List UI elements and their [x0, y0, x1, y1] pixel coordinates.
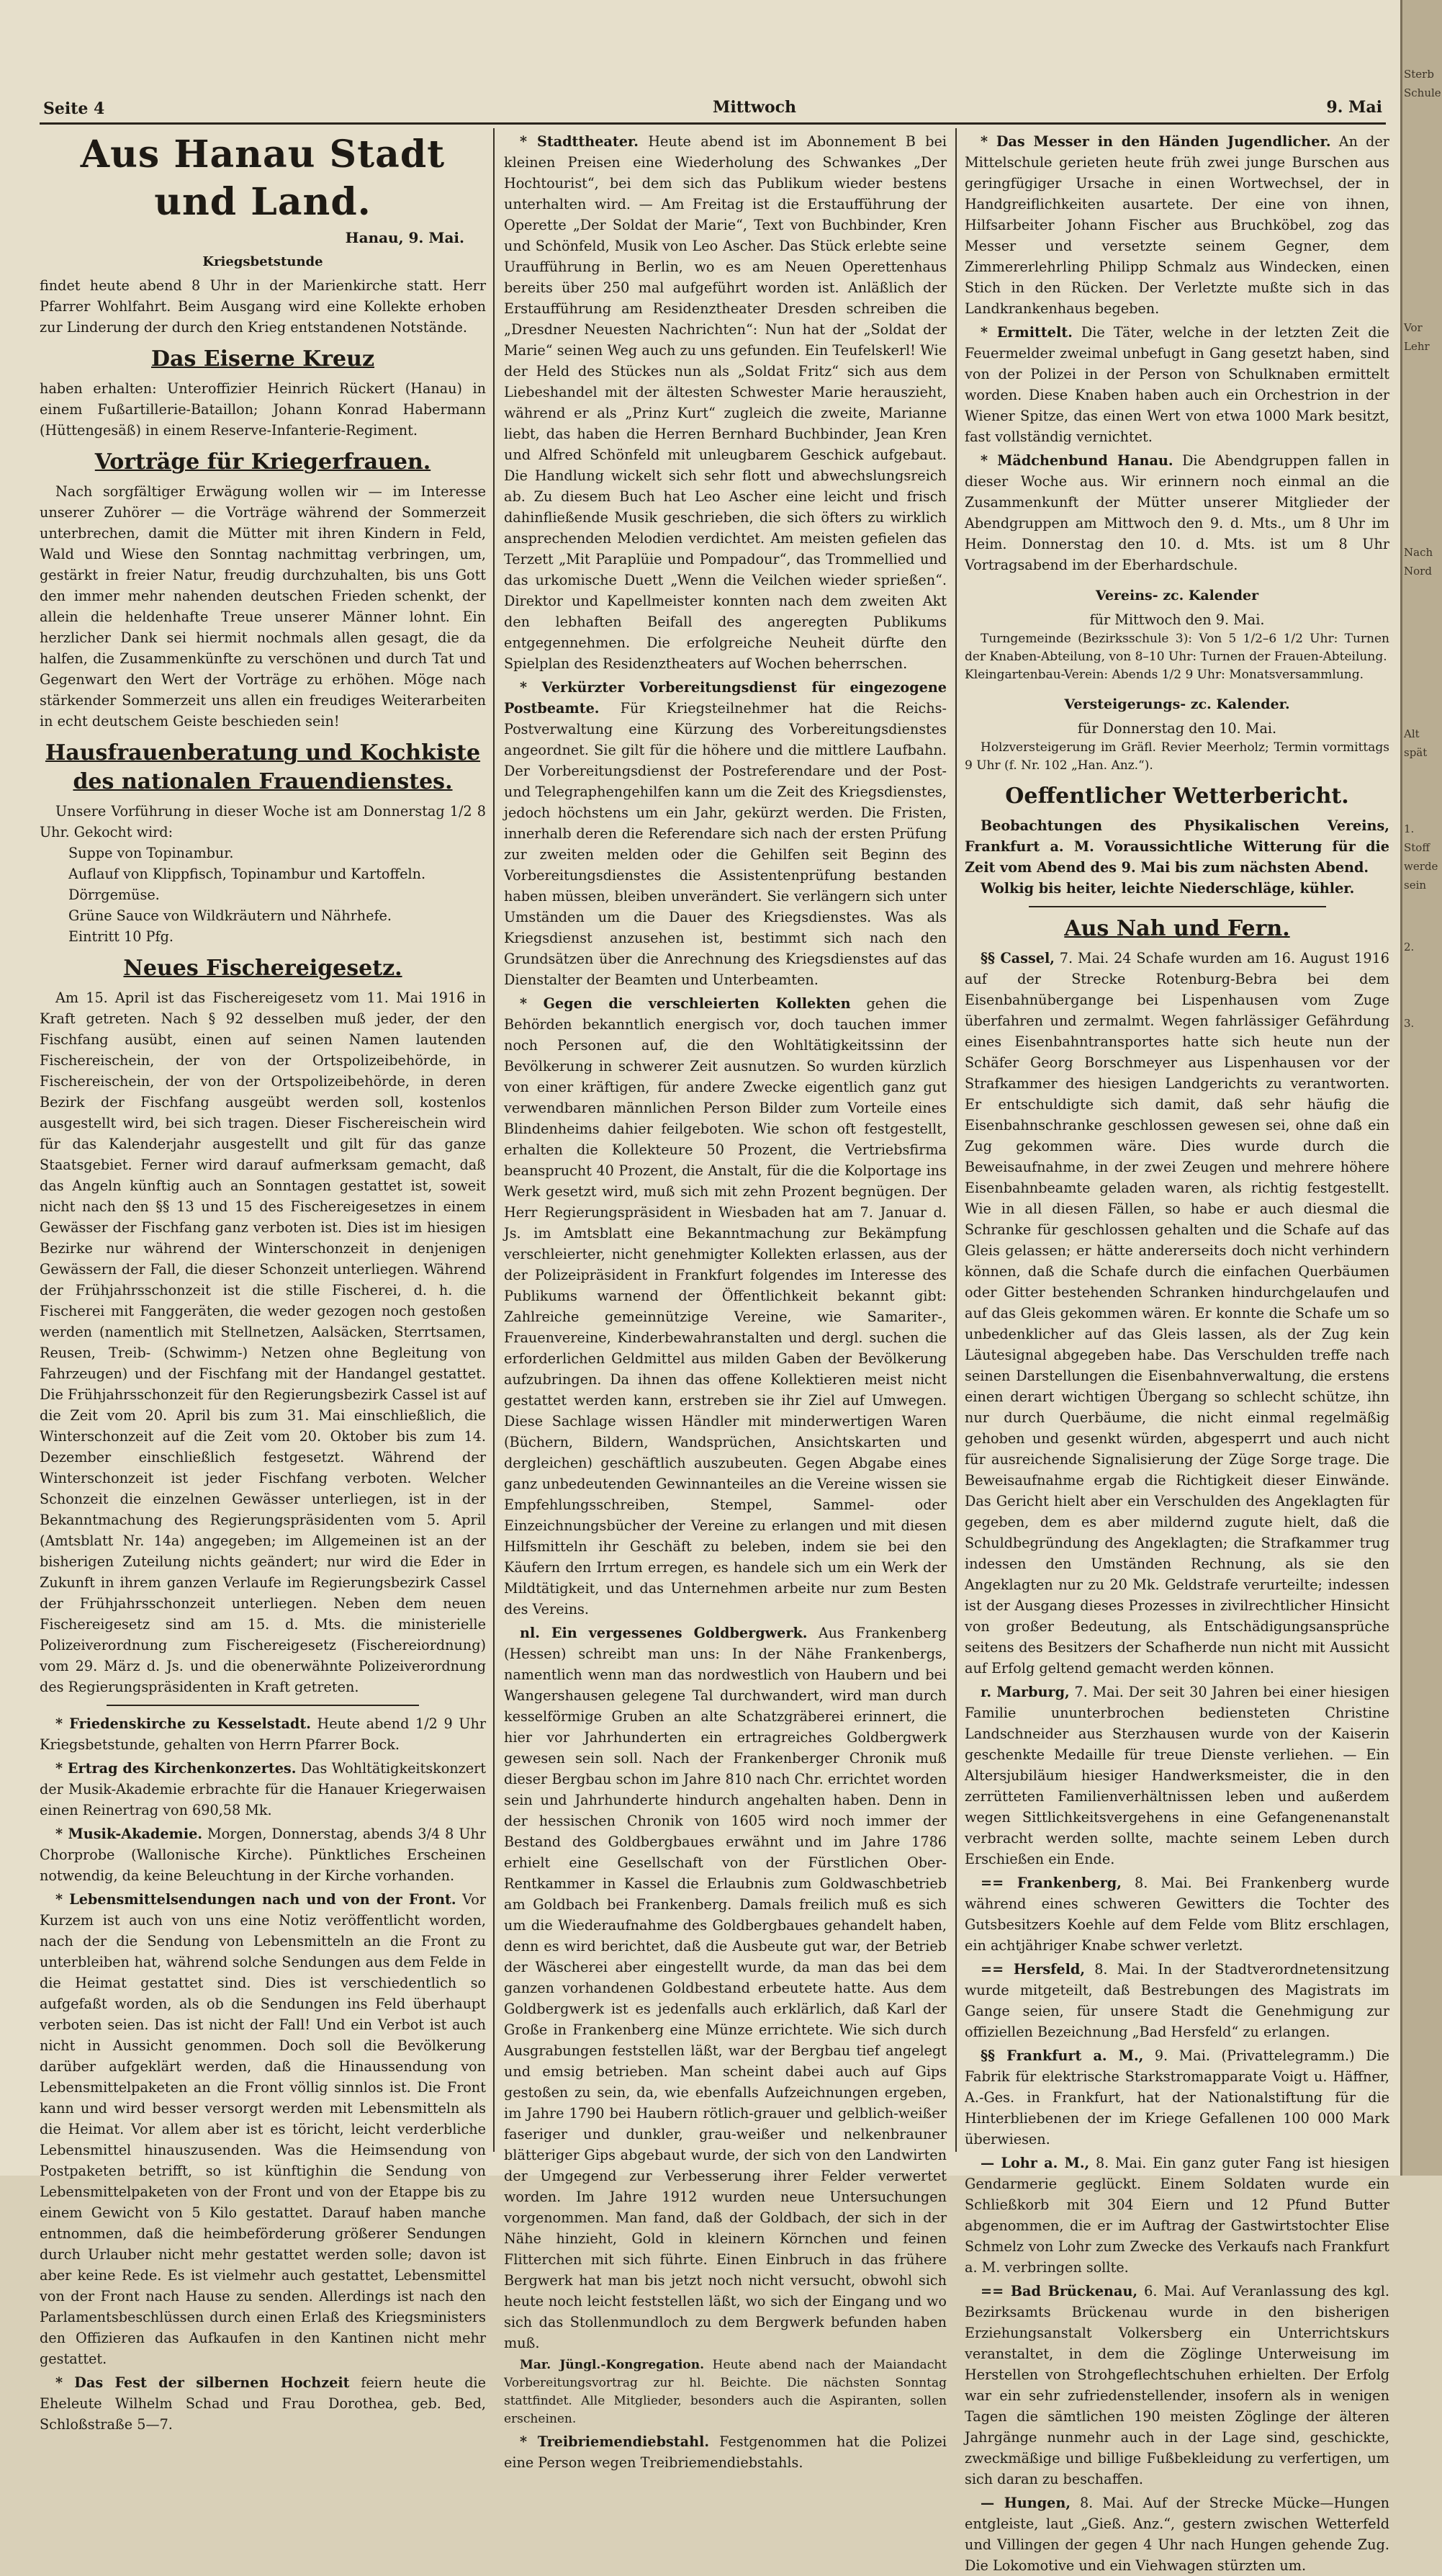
- edge-fragment: Schule: [1404, 86, 1441, 99]
- news-item: [965, 2492, 1389, 2576]
- news-item-lead: == Bad Brückenau,: [981, 2283, 1138, 2299]
- news-item-lead: — Lohr a. M.,: [981, 2155, 1090, 2171]
- news-item-text: 8. Mai. Auf der Strecke Mücke—Hungen entgleiste, laut „Gieß. Anz.“, gestern zwischen Wetterfeld und Villingen der gegen 4 Uhr nach Hungen gehende Zug. Die Lokomotive und ein Viehwagen stürzten um.: [965, 2495, 1389, 2574]
- header-rule: [40, 122, 1386, 125]
- wetterbericht-heading: Oeffentlicher Wetterbericht.: [1005, 784, 1349, 809]
- news-item-lead: * Friedenskirche zu Kesselstadt.: [55, 1715, 311, 1732]
- versteigerungs-kalender-sub: für Donnerstag den 10. Mai.: [1077, 720, 1277, 737]
- news-item: [40, 1758, 486, 1821]
- column-3: [965, 128, 1390, 2574]
- news-item-text: 8. Mai. In der Stadtverordnetensitzung wurde mitgeteilt, daß Bestrebungen des Magistrats im Gange seien, für unsere Stadt die Genehmigung zur offiziellen Bezeichnung „Bad Hersfeld“ zu erlangen.: [965, 1961, 1389, 2040]
- issue-date: 9. Mai: [1326, 98, 1382, 117]
- edge-fragment: werde: [1404, 860, 1438, 873]
- news-item: [504, 131, 947, 674]
- eisernes-kreuz-heading: Das Eiserne Kreuz: [151, 346, 374, 372]
- news-item: [965, 322, 1389, 447]
- news-item-lead: §§ Frankfurt a. M.,: [981, 2047, 1144, 2064]
- news-item: [504, 677, 947, 990]
- news-item-text: feiern heute die Eheleute Wilhelm Schad und Frau Dorothea, geb. Bed, Schloßstraße 5—7.: [40, 2374, 486, 2433]
- news-item-text: 8. Mai. Ein ganz guter Fang ist hiesigen Gendarmerie geglückt. Einem Soldaten wurde ein Schließkorb mit 304 Eiern und 12 Pfund Butter abgenommen, die er im Auftrag der Gastwirtstochter Elise Schmelz von Lohr zum Zwecke des Verkaufs nach Frankfurt a. M. verbringen sollte.: [965, 2155, 1389, 2276]
- news-item-text: Aus Frankenberg (Hessen) schreibt man uns: In der Nähe Frankenbergs, namentlich wenn man das nordwestlich von Haubern und bei Wangershausen gelegene Tal durchwandert, wird man durch kesselförmige Gruben an alte Schatzgräberei erinnert, die hier vor Jahrhunderten ein ertragreiches Goldbergwerk gewesen sein soll. Nach der Frankenberger Chronik muß dieser Bergbau schon im Jahre 810 nach Chr. errichtet worden sein und Jahrhunderte hindurch angehalten haben. Denn in der hessischen Chronik von 1605 wird noch immer der Bestand des Goldbergbaues erwähnt und im Jahre 1786 erhielt eine Gesellschaft von der Fürstlichen Ober-Rentkammer in Kassel die Erlaubnis zum Goldwaschbetrieb am Goldbach bei Frankenberg. Damals freilich muß es sich um die Wiederaufnahme des Goldbergbaues gehandelt haben, denn es wird berichtet, daß die Ausbeute gut war, der Betrieb der Wäscherei aber eingestellt wurde, da man das bei dem ganzen vorhandenen Goldbestand erbeutete hatte. Aus dem Goldbergwerk ist es jedenfalls auch erklärlich, daß Karl der Große in Frankenberg eine Münze errichtete. Wie sich durch Ausgrabungen feststellen läßt, war der Bergbau tief angelegt und emsig betrieben. Man scheint dabei auch auf Gips gestoßen zu sein, da, wie ebenfalls Aufzeichnungen ergeben, im Jahre 1790 bei Haubern rötlich-grauer und gelblich-weißer faseriger und dunkler, grau-weißer und nelkenbrauner blätteriger Gips abgebaut wurde, der sich von den Landwirten der Umgegend zur Verbesserung ihrer Felder verwertet worden. Im Jahre 1912 wurden neue Untersuchungen vorgenommen. Man fand, daß der Goldbach, der sich in der Nähe hinzieht, Gold in kleinern Körnchen und feinen Flitterchen mit sich führte. Einen Einbruch in das frühere Bergwerk hat man bis jetzt noch nicht versucht, obwohl sich heute noch leicht feststellen läßt, wo sich der Eingang und wo sich das Stollenmundloch zu dem Bergwerk befunden haben muß.: [504, 1625, 947, 2351]
- edge-fragment: Lehr: [1404, 340, 1430, 353]
- versteigerungs-kalender-text: Holzversteigerung im Gräfl. Revier Meerholz; Termin vormittags 9 Uhr (f. Nr. 102 „Han. Anz.“).: [965, 740, 1389, 773]
- news-item-text: 7. Mai. Der seit 30 Jahren bei einer hiesigen Familie ununterbrochen bediensteten Christine Landschneider aus Sterzhausen wurde von der Kaiserin geschenkte Medaille für treue Dienste verliehen. — Ein Altersjubiläum hiesiger Handwerksmeister, die in den zerrütteten Familienverhältnissen leben und außerdem wegen Sittlichkeitsvergehens in eine Gefangenenanstalt verbracht werden sollte, machte seinem Leben durch Erschießen ein Ende.: [965, 1684, 1390, 1867]
- news-item-lead: — Hungen,: [981, 2495, 1071, 2511]
- menu-item: Auflauf von Klippfisch, Topinambur und Kartoffeln.: [68, 866, 426, 882]
- news-item-lead: == Frankenberg,: [981, 1875, 1122, 1891]
- news-item: [504, 993, 947, 1620]
- news-item-lead: §§ Cassel,: [981, 950, 1055, 966]
- menu-item: Eintritt 10 Pfg.: [68, 928, 174, 945]
- news-item-lead: * Stadttheater.: [520, 133, 639, 150]
- news-item-lead: == Hersfeld,: [981, 1961, 1086, 1978]
- news-item-text: Heute abend nach der Maiandacht Vorbereitungsvortrag zur hl. Beichte. Die nächsten Sonntag stattfindet. Alle Mitglieder, besonders auch die Aspiranten, sollen erscheinen.: [504, 2358, 947, 2426]
- news-item: [40, 1823, 486, 1886]
- kriegsbetstunde-text: findet heute abend 8 Uhr in der Marienkirche statt. Herr Pfarrer Wohlfahrt. Beim Ausgang wird eine Kollekte erhoben zur Linderung der durch den Krieg entstandenen Notstände.: [40, 277, 486, 336]
- news-item: [40, 1889, 486, 2369]
- news-item: [965, 1959, 1389, 2042]
- menu-list: [40, 843, 486, 947]
- edge-fragment: Sterb: [1404, 68, 1434, 81]
- vortraege-heading: Vorträge für Kriegerfrauen.: [94, 449, 431, 475]
- section-masthead: Aus Hanau Stadt und Land.: [80, 133, 446, 224]
- edge-fragment: Nach: [1404, 546, 1433, 559]
- column-divider-1: [493, 128, 495, 2152]
- edge-fragment: 2.: [1404, 941, 1415, 953]
- news-item-text: Für Kriegsteilnehmer hat die Reichs-Postverwaltung eine Kürzung des Vorbereitungsdienstes angeordnet. Sie gilt für die höhere und die mittlere Laufbahn. Der Vorbereitungsdienst der Postreferendare und der Post- und Telegraphengehilfen kann um die Zeit des Kriegsdienstes, jedoch höchstens um ein Jahr, gekürzt werden. Die Fristen, innerhalb deren die Referendare sich nach der ersten Prüfung zur zweiten melden oder die Gehilfen seit Beginn des Vorbereitungsdienstes die Assistentenprüfung bestanden haben müssen, bleiben unverändert. Sie verlängern sich unter Umständen um die Dauer des Kriegsdienstes. Was als Kriegsdienst anzusehen ist, bestimmt sich nach den Grundsätzen über die Anrechnung des Kriegsdienstes auf das Dienstalter der Beamten und Unterbeamten.: [504, 700, 947, 988]
- news-item-text: 6. Mai. Auf Veranlassung des kgl. Bezirksamts Brückenau wurde in den bisherigen Erziehungsanstalt Volkersberg ein Unterrichtskurs veranstaltet, in dem die Zöglinge Unterweisung im Herstellen von Strohgeflechtschuhen erhielten. Der Erfolg war ein sehr zufriedenstellender, insofern als in wenigen Tagen die sämtlichen 190 meisten Zöglinge der älteren Jahrgänge nunmehr auch in der Lage sind, geschickte, zweckmäßige und billige Fußbekleidung zu verfertigen, um sich daran zu beschaffen.: [965, 2283, 1389, 2487]
- news-item: [965, 2281, 1389, 2490]
- hausfrauenberatung-intro: Unsere Vorführung in dieser Woche ist am Donnerstag 1/2 8 Uhr. Gekocht wird:: [40, 803, 486, 840]
- news-item-lead: * Ermittelt.: [981, 324, 1073, 341]
- news-item: [965, 1872, 1389, 1956]
- news-item-text: Heute abend ist im Abonnement B bei kleinen Preisen eine Wiederholung des Schwankes „Der Hochtourist“, bei dem sich das Publikum wieder bestens unterhalten wird. — Am Freitag ist die Erstaufführung der Operette „Der Soldat der Marie“, Text von Buchbinder, Kren und Schönfeld, Musik von Leo Ascher. Das Stück erlebte seine Uraufführung in Berlin, wo es am Neuen Operettenhaus bereits über 250 mal aufgeführt worden ist. Anläßlich der Erstaufführung am Residenztheater Dresden schreiben die „Dresdner Neuesten Nachrichten“: Nun hat der „Soldat der Marie“ seinen Weg auch zu uns gefunden. Ein Teufelskerl! Wie der Held des Stückes nun als „Soldat Fritz“ sich aus dem Liebeshandel mit der ältesten Schwester Marie herauszieht, während er als „Prinz Kurt“ zugleich die zweite, Marianne liebt, das haben die Herren Bernhard Buchbinder, Jean Kren und Alfred Schönfeld mit unleugbarem Geschick aufgebaut. Die Handlung wickelt sich sehr flott und abwechslungsreich ab. Zu diesem Buch hat Leo Ascher eine leicht und frisch dahinfließende Musik geschrieben, die sich öfters zu wirklich ansprechenden Melodien verdichtet. Am meisten gefielen das Terzett „Mit Paraplüie und Pompadour“, das Trommellied und das urkomische Duett „Wenn die Veilchen wieder sprießen“. Direktor und Kapellmeister konnten nach dem zweiten Akt den lebhaften Beifall des angeregten Publikums entgegennehmen. Die erfolgreiche Neuheit dürfte den Spielplan des Residenztheaters auf Wochen beherrschen.: [504, 133, 947, 672]
- nah-und-fern-heading: Aus Nah und Fern.: [1064, 916, 1290, 941]
- news-item: [965, 450, 1389, 575]
- menu-item: Suppe von Topinambur.: [68, 845, 234, 861]
- news-item-text: An der Mittelschule gerieten heute früh zwei junge Burschen aus geringfügiger Ursache in einen Wortwechsel, der in Handgreiflichkeiten ausartete. Der eine von ihnen, Hilfsarbeiter Johann Fischer aus Bruchköbel, zog das Messer und versetzte seinem Gegner, dem Zimmererlehrling Philipp Schmalz aus Windecken, einen Stich in den Rücken. Der Verletzte mußte sich in das Landkrankenhaus begeben.: [965, 133, 1389, 317]
- vereins-kalender-heading: Vereins- zc. Kalender: [1095, 588, 1259, 603]
- news-item: [965, 131, 1389, 319]
- news-item: [504, 2431, 947, 2473]
- vortraege-text: Nach sorgfältiger Erwägung wollen wir — im Interesse unserer Zuhörer — die Vorträge während der Sommerzeit unterbrechen, damit die Mütter mit ihren Kindern in Feld, Wald und Wiese den Sonntag nachmittag verbringen, um, gestärkt in freier Natur, freudig durchzuhalten, bis uns Gott den immer mehr nahenden deutschen Frieden schenkt, der allein die heldenhafte Treue unserer Männer lohnt. Ein herzlicher Dank sei hiermit nochmals allen gesagt, die da halfen, die Zusammenkünfte zu verschönen und durch Tat und Gegenwart den Wert der Vorträge zu erhöhen. Möge nach stärkender Sommerzeit uns allen ein freudiges Weiterarbeiten in echt deutschem Geiste beschieden sein!: [40, 483, 486, 730]
- news-item-lead: * Das Fest der silbernen Hochzeit: [55, 2374, 350, 2391]
- kriegsbetstunde-heading: Kriegsbetstunde: [202, 254, 323, 269]
- news-item: [40, 1713, 486, 1755]
- column-divider-2: [955, 128, 957, 2152]
- news-item-lead: * Das Messer in den Händen Jugendlicher.: [981, 133, 1331, 150]
- news-item: [965, 2153, 1389, 2278]
- vereins-kalender-item: Turngemeinde (Bezirksschule 3): Von 5 1/2–6 1/2 Uhr: Turnen der Knaben-Abteilung, von 8–10 Uhr: Turnen der Frauen-Abteilung.: [965, 632, 1389, 664]
- vereins-kalender-item: Kleingartenbau-Verein: Abends 1/2 9 Uhr: Monatsversammlung.: [965, 668, 1364, 682]
- news-item-lead: * Mädchenbund Hanau.: [981, 452, 1173, 469]
- page-header: [43, 94, 1382, 122]
- news-item-text: Die Täter, welche in der letzten Zeit die Feuermelder zweimal unbefugt in Gang gesetzt haben, sind von der Polizei in der Person von Schulknaben ermittelt worden. Diese Knaben haben auch ein Orchestrion in der Wiener Spitze, das einen Wert von etwa 1000 Mark besitzt, fast vollständig vernichtet.: [965, 324, 1389, 445]
- edge-fragment: Alt: [1404, 727, 1420, 740]
- news-item-lead: * Ertrag des Kirchenkonzertes.: [55, 1760, 297, 1777]
- news-item-text: Die Abendgruppen fallen in dieser Woche aus. Wir erinnern noch einmal an die Zusammenkunft der Mütter unserer Mitglieder der Abendgruppen am Mittwoch den 9. d. Mts., um 8 Uhr im Heim. Donnerstag den 10. d. Mts. ist um 8 Uhr Vortragsabend im der Eberhardschule.: [965, 452, 1389, 573]
- news-item-text: 8. Mai. Bei Frankenberg wurde während eines schweren Gewitters die Tochter des Gutsbesitzers Koehle auf dem Felde vom Blitz erschlagen, ein achtjähriger Knabe schwer verletzt.: [965, 1875, 1389, 1954]
- news-item-text: 7. Mai. 24 Schafe wurden am 16. August 1916 auf der Strecke Rotenburg-Bebra bei dem Eisenbahnübergange bei Lispenhausen vom Zuge überfahren und zermalmt. Wegen fahrlässiger Gefährdung eines Eisenbahntransportes hatte sich heute nun der Schäfer Georg Borschmeyer aus Lispenhausen vor der Strafkammer des hiesigen Landgerichts zu verantworten. Er entschuldigte sich damit, daß sehr häufig die Eisenbahnschranke geschlossen gewesen sei, ohne daß ein Zug gekommen wäre. Dies wurde durch die Beweisaufnahme, in der zwei Zeugen und mehrere höhere Eisenbahnbeamte geladen waren, als richtig festgestellt. Wie in all diesen Fällen, so habe er auch diesmal die Schranke für geschlossen gehalten und die Schafe auf das Gleis gelassen; er hätte andererseits doch nicht verhindern können, daß die Schafe durch die einfachen Querbäumen oder Gitter bestehenden Schranken hindurchgelaufen und auf das Gleis gekommen wären. Er konnte die Schafe um so unbedenklicher auf das Gleis lassen, als der Zug kein Läutesignal abgegeben habe. Das Verschulden treffe nach seinen Darstellungen die Eisenbahnverwaltung, die erstens einen derart wichtigen Übergang so schlecht schütze, ihn nur durch Querbäume, die nicht einmal regelmäßig gehoben und gesenkt würden, abgesperrt und auch nicht für ausreichende Signalisierung der Züge Sorge trage. Die Beweisaufnahme ergab die Richtigkeit dieser Einwände. Das Gericht hielt aber ein Verschulden des Angeklagten für gegeben, dem es aber mildernd zugute hielt, daß die Schuldbegründung des Angeklagten; die Strafkammer trug indessen den Umständen Rechnung, als sie den Angeklagten nur zu 20 Mk. Geldstrafe verurteilte; indessen ist der Ausgang dieses Prozesses in zivilrechtlicher Hinsicht von großer Bedeutung, als Entschädigungsansprüche seitens des Besitzers der Schafherde nun nicht mit Aussicht auf Erfolg geltend gemacht werden können.: [965, 950, 1389, 1677]
- adjacent-page-edge: [1400, 0, 1442, 2176]
- news-item-text: Das Wohltätigkeitskonzert der Musik-Akademie erbrachte für die Hanauer Kriegerwaisen einen Reinertrag von 690,58 Mk.: [40, 1760, 486, 1818]
- hausfrauenberatung-heading: Hausfrauenberatung und Kochkiste des nationalen Frauendienstes.: [45, 740, 481, 794]
- menu-item: Grüne Sauce von Wildkräutern und Nährhefe.: [68, 907, 392, 924]
- news-item: [965, 2045, 1389, 2150]
- news-item: [40, 2372, 486, 2435]
- news-item-text: Festgenommen hat die Polizei eine Person wegen Treibriemendiebstahls.: [504, 2433, 947, 2471]
- edge-fragment: Nord: [1404, 565, 1432, 578]
- news-item-lead: * Gegen die verschleierten Kollekten: [520, 995, 851, 1012]
- dateline: Hanau, 9. Mai.: [345, 229, 464, 246]
- wetterbericht-forecast: Wolkig bis heiter, leichte Niederschläge, kühler.: [981, 880, 1355, 897]
- news-item: [965, 1682, 1389, 1870]
- news-item: [504, 1623, 947, 2353]
- news-item-lead: * Treibriemendiebstahl.: [520, 2433, 710, 2450]
- news-item-lead: nl. Ein vergessenes Goldbergwerk.: [520, 1625, 808, 1641]
- news-item: [965, 948, 1389, 1679]
- news-item-lead: * Lebensmittelsendungen nach und von der Front.: [55, 1891, 456, 1908]
- news-item-lead: * Verkürzter Vorbereitungsdienst für eingezogene Postbeamte.: [504, 679, 947, 717]
- edge-fragment: Vor: [1404, 321, 1423, 334]
- section-rule: [1029, 906, 1326, 907]
- edge-fragment: spät: [1404, 746, 1428, 759]
- news-item-lead: * Musik-Akademie.: [55, 1826, 203, 1842]
- edge-fragment: Stoff: [1404, 841, 1430, 854]
- page-number: Seite 4: [43, 99, 105, 118]
- news-item-text: Heute abend 1/2 9 Uhr Kriegsbetstunde, gehalten von Herrn Pfarrer Bock.: [40, 1715, 487, 1753]
- versteigerungs-kalender-heading: Versteigerungs- zc. Kalender.: [1064, 696, 1290, 712]
- fischereigesetz-text: Am 15. April ist das Fischereigesetz vom 11. Mai 1916 in Kraft getreten. Nach § 92 desselben muß jeder, der den Fischfang ausübt, einen auf seinen Namen lautenden Fischereischein, der von der Ortspolizeibehörde, in Fischereischein, der von der Ortspolizeibehörde, in deren Bezirk der Fischfang ausgeübt werden soll, kostenlos ausgestellt wird, bei sich tragen. Dieser Fischereischein wird für das Kalenderjahr ausgestellt und gilt für das ganze Staatsgebiet. Ferner wird darauf aufmerksam gemacht, daß das Angeln künftig auch an Sonntagen gestattet ist, soweit nicht nach den §§ 13 und 15 des Fischereigesetzes in einem Gewässer der Fischfang ganz verboten ist. Dies ist im hiesigen Bezirke nur während der Winterschonzeit in denjenigen Gewässern der Fall, die dieser Schonzeit unterliegen. Während der Frühjahrsschonzeit ist die stille Fischerei, d. h. die Fischerei mit Fanggeräten, die weder gezogen noch gestoßen werden (namentlich mit Stellnetzen, Aalsäcken, Sterrtsamen, Reusen, Treib- (Schwimm-) Netzen ohne Begleitung von Fahrzeugen) und der Fischfang mit der Handangel gestattet. Die Frühjahrsschonzeit für den Regierungsbezirk Cassel ist auf die Zeit vom 20. April bis zum 31. Mai einschließlich, die Winterschonzeit auf die Zeit vom 20. Oktober bis zum 14. Dezember einschließlich festgesetzt. Während der Winterschonzeit ist jeder Fischfang verboten. Welcher Schonzeit die einzelnen Gewässer unterliegen, ist in der Bekanntmachung des Regierungspräsidenten vom 5. April (Amtsblatt Nr. 14a) angegeben; im Allgemeinen ist an der bisherigen Zuteilung nichts geändert; nur wird die Eder in Zukunft in ihrem ganzen Verlaufe im Regierungsbezirk Cassel der Frühjahrsschonzeit unterliegen. Neben dem neuen Fischereigesetz sind am 15. d. Mts. die ministerielle Polizeiverordnung zum Fischereigesetz (Fischereiordnung) vom 29. März d. Js. und die obenerwähnte Polizeiverordnung des Regierungspräsidenten in Kraft getreten.: [40, 989, 486, 1695]
- menu-item: Dörrgemüse.: [68, 887, 160, 903]
- fischereigesetz-heading: Neues Fischereigesetz.: [123, 956, 402, 981]
- news-item-lead: r. Marburg,: [981, 1684, 1070, 1700]
- vereins-kalender-sub: für Mittwoch den 9. Mai.: [1089, 611, 1265, 628]
- column-2: [504, 128, 947, 2471]
- news-item-text: gehen die Behörden bekanntlich energisch vor, doch tauchen immer noch Personen auf, die den Wohltätigkeitssinn der Bevölkerung in schwerer Zeit ausnutzen. So wurden kürzlich von einer kräftigen, für andere Zwecke eigentlich ganz gut verwendbaren männlichen Person Bilder zum Vorteile eines Blindenheims dahier feilgeboten. Wie schon oft festgestellt, erhalten die Kollekteure 50 Prozent, die Vertriebsfirma beansprucht 40 Prozent, die Anstalt, für die die Kolportage ins Werk gesetzt wird, muß sich mit zehn Prozent begnügen. Der Herr Regierungspräsident in Wiesbaden hat am 7. Januar d. Js. im Amtsblatt eine Bekanntmachung zur Bekämpfung verschleierter, nicht genehmigter Kollekten erlassen, aus der der Polizeipräsident in Frankfurt folgendes im Interesse des Publikums warnend der Öffentlichkeit bekannt gibt: Zahlreiche gemeinnützige Vereine, wie Samariter-, Frauenvereine, Kinderbewahranstalten und dergl. suchen die erforderlichen Geldmittel aus milden Gaben der Bevölkerung aufzubringen. Da ihnen das offene Kollektieren meist nicht gestattet werden kann, erstreben sie ihr Ziel auf Umwegen. Diese Sachlage wissen Händler mit minderwertigen Waren (Büchern, Bildern, Wandsprüchen, Ansichtskarten und dergleichen) geschäftlich auszubeuten. Gegen Abgabe eines ganz unbedeutenden Gewinnanteiles an die Vereine wissen sie Empfehlungsschreiben, Stempel, Sammel- oder Einzeichnungsbücher der Vereine zu erlangen und mit diesen Hilfsmitteln ihr Geschäft zu beleben, indem sie bei den Käufern den Irrtum erregen, es handele sich um ein Werk der Mildtätigkeit, und das Unternehmen arbeite nur zum Besten des Vereins.: [504, 995, 947, 1617]
- news-item-lead: Mar. Jüngl.-Kongregation.: [520, 2358, 705, 2372]
- eisernes-kreuz-text: haben erhalten: Unteroffizier Heinrich Rückert (Hanau) in einem Fußartillerie-Bataillon; Johann Konrad Habermann (Hüttengesäß) in einem Reserve-Infanterie-Regiment.: [40, 380, 486, 439]
- news-item: [504, 2356, 947, 2428]
- edge-fragment: 1.: [1404, 822, 1415, 835]
- news-item-text: Vor Kurzem ist auch von uns eine Notiz veröffentlicht worden, nach der die Sendung von Lebensmitteln an die Front zu unterbleiben hat, während solche Sendungen aus dem Felde in die Heimat gestattet sind. Dies ist verschiedentlich so aufgefaßt worden, als ob die Sendungen ins Feld überhaupt verboten seien. Das ist nicht der Fall! Und ein Verbot ist auch nicht in Aussicht genommen. Doch soll die Bevölkerung darüber aufgeklärt werden, daß die Hinaussendung von Lebensmittelpaketen an die Front völlig sinnlos ist. Die Front kann und wird besser versorgt werden mit Lebensmitteln als die Heimat. Vor allem aber ist es töricht, leicht verderbliche Lebensmittel hinauszusenden. Was die Heimsendung von Postpaketen betrifft, so ist künftighin die Sendung von Lebensmittelpaketen von der Front und von der Etappe bis zu einem Gewicht von 5 Kilo gestattet. Darauf haben manche entnommen, daß die heimbeförderung größerer Sendungen durch Urlauber nicht mehr gestattet werden solle; davon ist aber keine Rede. Es ist vielmehr auch gestattet, Lebensmittel von der Front nach Hause zu senden. Allerdings ist nach den Parlamentsbeschlüssen durch einen Erlaß des Kriegsministers den Offizieren das Aufkaufen in den Kantinen nicht mehr gestattet.: [40, 1891, 486, 2367]
- section-rule: [107, 1705, 419, 1706]
- edge-fragment: 3.: [1404, 1017, 1415, 1030]
- edge-fragment: sein: [1404, 879, 1427, 892]
- column-1: [40, 128, 487, 2433]
- news-item-text: Morgen, Donnerstag, abends 3/4 8 Uhr Chorprobe (Wallonische Kirche). Pünktliches Erscheinen notwendig, da keine Beleuchtung in der Kirche vorhanden.: [40, 1826, 486, 1884]
- news-item-text: 9. Mai. (Privattelegramm.) Die Fabrik für elektrische Starkstromapparate Voigt u. Häffner, A.-Ges. in Frankfurt, hat der Nationalstiftung für die Hinterbliebenen der im Kriege Gefallenen 100 000 Mark überwiesen.: [965, 2047, 1389, 2148]
- weekday: Mittwoch: [713, 98, 797, 117]
- wetterbericht-text: Beobachtungen des Physikalischen Vereins, Frankfurt a. M. Voraussichtliche Witterung für die Zeit vom Abend des 9. Mai bis zum nächsten Abend.: [965, 817, 1389, 876]
